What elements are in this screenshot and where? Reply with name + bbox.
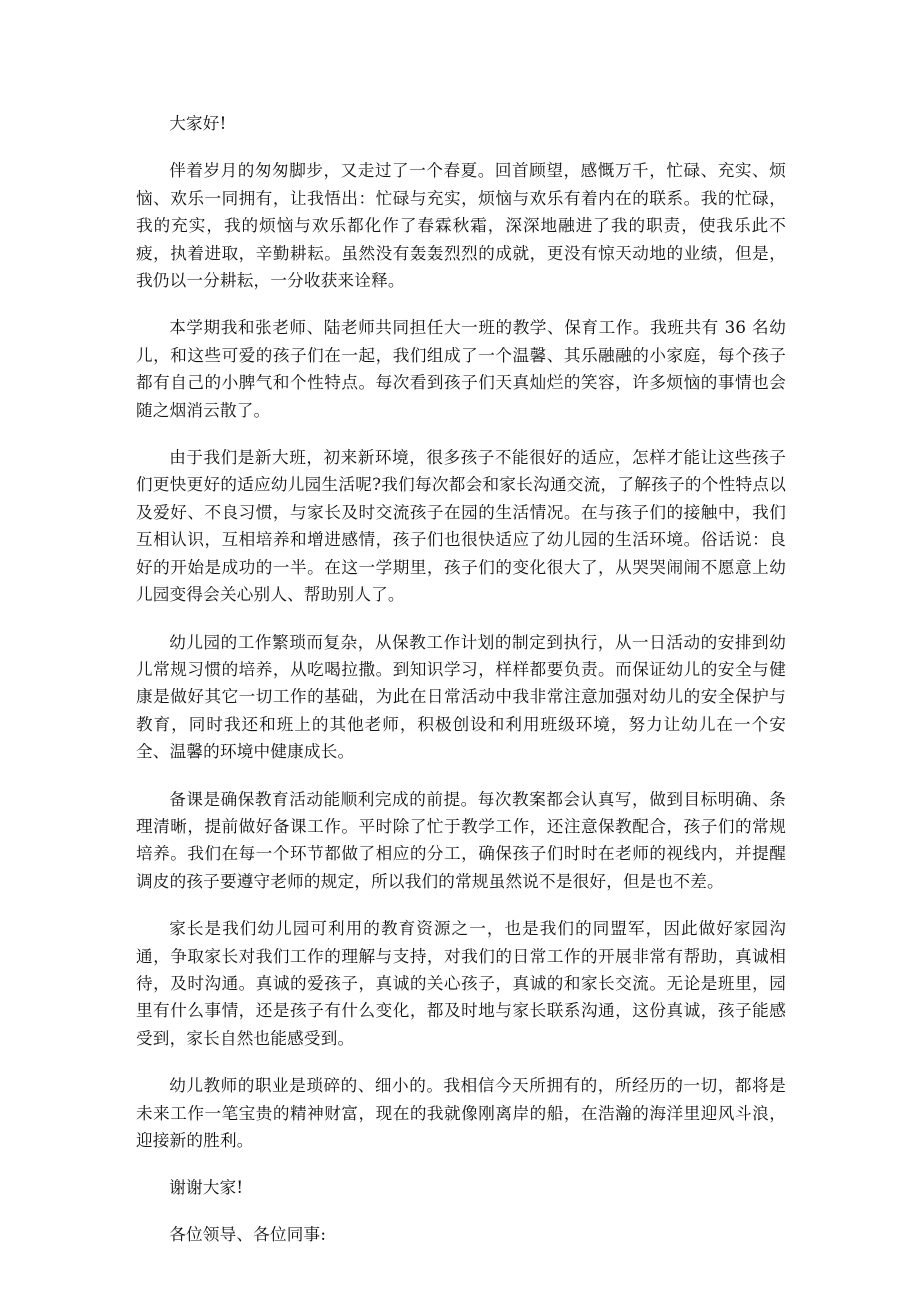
paragraph-4: 幼儿园的工作繁琐而复杂，从保教工作计划的制定到执行，从一日活动的安排到幼儿常规习惯的培养，从吃喝拉撒。到知识学习，样样都要负责。而保证幼儿的安全与健康是做好其它一切工作的基础，为此在日常活动中我非常注意加强对幼儿的安全保护与教育，同时我还和班上的其他老师，积极创设和利用班级环境，努力让幼儿在一个安全、温馨的环境中健康成长。 <box>136 632 786 762</box>
salutation: 各位领导、各位同事: <box>169 1224 327 1244</box>
paragraph-7: 幼儿教师的职业是琐碎的、细小的。我相信今天所拥有的，所经历的一切，都将是未来工作一笔宝贵的精神财富，现在的我就像刚离岸的船，在浩瀚的海洋里迎风斗浪，迎接新的胜利。 <box>136 1076 786 1150</box>
paragraph-1: 伴着岁月的匆匆脚步，又走过了一个春夏。回首顾望，感慨万千，忙碌、充实、烦恼、欢乐一同拥有，让我悟出：忙碌与充实，烦恼与欢乐有着内在的联系。我的忙碌，我的充实，我的烦恼与欢乐都化作了春霖秋霜，深深地融进了我的职责，使我乐此不疲，执着进取，辛勤耕耘。虽然没有轰轰烈烈的成就，更没有惊天动地的业绩，但是，我仍以一分耕耘，一分收获来诠释。 <box>136 161 786 291</box>
document-page <box>136 110 786 1268</box>
paragraph-6: 家长是我们幼儿园可利用的教育资源之一，也是我们的同盟军，因此做好家园沟通，争取家长对我们工作的理解与支持，对我们的日常工作的开展非常有帮助，真诚相待，及时沟通。真诚的爱孩子，真诚的关心孩子，真诚的和家长交流。无论是班里，园里有什么事情，还是孩子有什么变化，都及时地与家长联系沟通，这份真诚，孩子能感受到，家长自然也能感受到。 <box>136 919 786 1048</box>
paragraph-5: 备课是确保教育活动能顺利完成的前提。每次教案都会认真写，做到目标明确、条理清晰，提前做好备课工作。平时除了忙于教学工作，还注意保教配合，孩子们的常规培养。我们在每一个环节都做了相应的分工，确保孩子们时时在老师的视线内，并提醒调皮的孩子要遵守老师的规定，所以我们的常规虽然说不是很好，但是也不差。 <box>136 789 786 891</box>
closing-thanks: 谢谢大家! <box>169 1178 244 1198</box>
paragraph-2: 本学期我和张老师、陆老师共同担任大一班的教学、保育工作。我班共有 36 名幼儿，和这些可爱的孩子们在一起，我们组成了一个温馨、其乐融融的小家庭，每个孩子都有自己的小脾气和个性特点。每次看到孩子们天真灿烂的笑容，许多烦恼的事情也会随之烟消云散了。 <box>136 318 786 420</box>
paragraph-3: 由于我们是新大班，初来新环境，很多孩子不能很好的适应，怎样才能让这些孩子们更快更好的适应幼儿园生活呢?我们每次都会和家长沟通交流，了解孩子的个性特点以及爱好、不良习惯，与家长及时交流孩子在园的生活情况。在与孩子们的接触中，我们互相认识，互相培养和增进感情，孩子们也很快适应了幼儿园的生活环境。俗话说：良好的开始是成功的一半。在这一学期里，孩子们的变化很大了，从哭哭闹闹不愿意上幼儿园变得会关心别人、帮助别人了。 <box>136 448 786 605</box>
greeting: 大家好! <box>169 114 227 133</box>
